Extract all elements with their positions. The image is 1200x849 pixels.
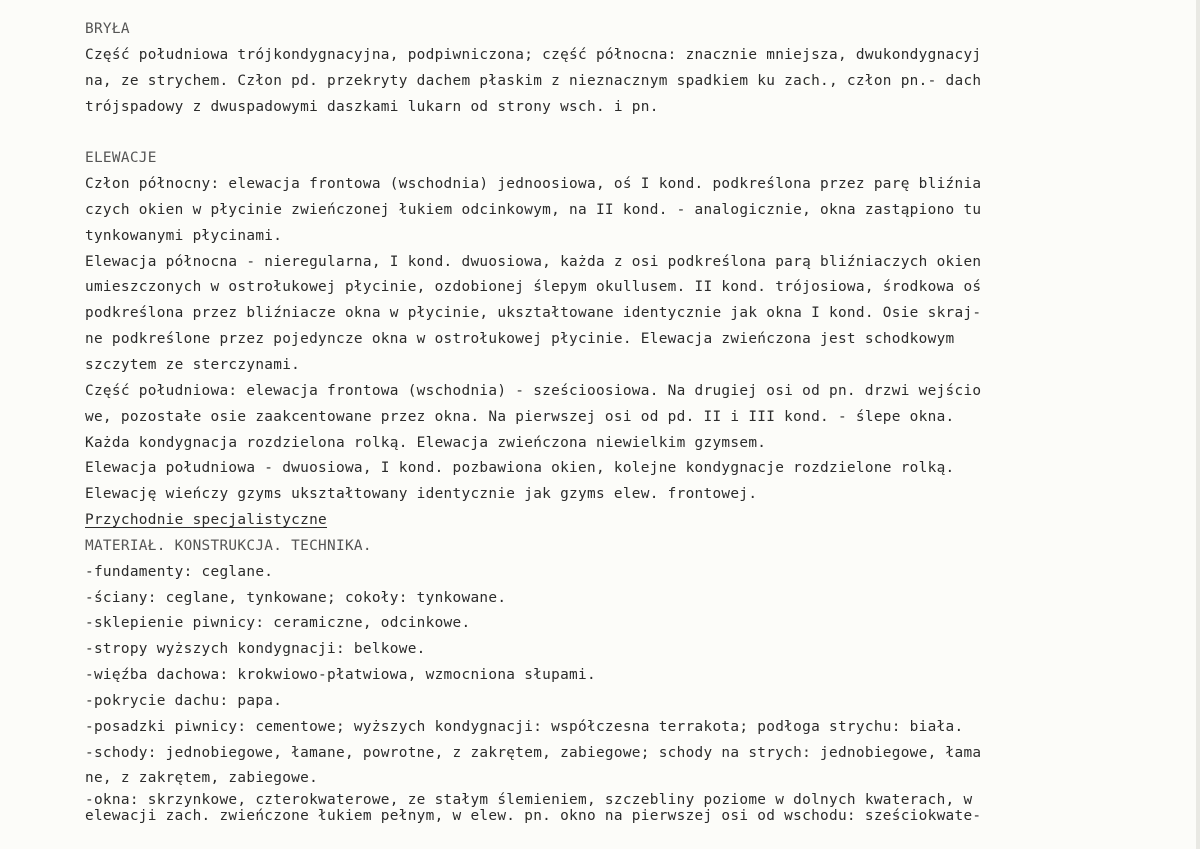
text-line: we, pozostałe osie zaakcentowane przez okna. Na pierwszej osi od pd. II i III kond. - ślepe okna. bbox=[85, 408, 955, 425]
text-line: trójspadowy z dwuspadowymi daszkami lukarn od strony wsch. i pn. bbox=[85, 98, 659, 115]
section-okna bbox=[85, 792, 1195, 824]
document-page bbox=[85, 17, 1195, 824]
text-line: -fundamenty: ceglane. bbox=[85, 563, 274, 580]
text-line: Część południowa trójkondygnacyjna, podpiwniczona; część północna: znacznie mniejsza, dwukondygnacyj bbox=[85, 46, 982, 63]
text-line: -sklepienie piwnicy: ceramiczne, odcinkowe. bbox=[85, 615, 471, 632]
section-heading: BRYŁA bbox=[85, 21, 130, 37]
text-line: ne, z zakrętem, zabiegowe. bbox=[85, 770, 319, 787]
text-line: Elewacja północna - nieregularna, I kond. dwuosiowa, każda z osi podkreślona parą bliźniaczych okien bbox=[85, 253, 982, 270]
text-line: tynkowanymi płycinami. bbox=[85, 227, 283, 244]
text-line: szczytem ze sterczynami. bbox=[85, 356, 301, 373]
paragraph-gap bbox=[85, 120, 1195, 146]
text-line: Elewację wieńczy gzyms ukształtowany identycznie jak gzyms elew. frontowej. bbox=[85, 486, 758, 503]
section-heading: MATERIAŁ. KONSTRUKCJA. TECHNIKA. bbox=[85, 537, 372, 554]
text-line: czych okien w płycinie zwieńczonej łukiem odcinkowym, na II kond. - analogicznie, okna zastąpiono tu bbox=[85, 201, 982, 218]
section-bryla bbox=[85, 17, 1195, 120]
section-elewacje bbox=[85, 146, 1195, 792]
text-line: umieszczonych w ostrołukowej płycinie, ozdobionej ślepym okullusem. II kond. trójosiowa, środkowa oś bbox=[85, 279, 982, 296]
text-line: Elewacja południowa - dwuosiowa, I kond. pozbawiona okien, kolejne kondygnacje rozdzielone rolką. bbox=[85, 460, 955, 477]
text-line: elewacji zach. zwieńczone łukiem pełnym, w elew. pn. okno na pierwszej osi od wschodu: sześciokwate- bbox=[85, 808, 982, 825]
text-line: -stropy wyższych kondygnacji: belkowe. bbox=[85, 641, 426, 658]
text-line: -schody: jednobiegowe, łamane, powrotne, z zakrętem, zabiegowe; schody na strych: jednobiegowe, łama bbox=[85, 744, 982, 761]
text-line: -okna: skrzynkowe, czterokwaterowe, ze stałym ślemieniem, szczebliny poziome w dolnych kwaterach, w bbox=[85, 792, 973, 809]
text-line: -pokrycie dachu: papa. bbox=[85, 692, 283, 709]
section-heading: ELEWACJE bbox=[85, 150, 157, 167]
text-line: -ściany: ceglane, tynkowane; cokoły: tynkowane. bbox=[85, 589, 507, 606]
section-heading-underlined: Przychodnie specjalistyczne bbox=[85, 512, 328, 529]
text-line: -posadzki piwnicy: cementowe; wyższych kondygnacji: współczesna terrakota; podłoga strychu: biała. bbox=[85, 718, 964, 735]
text-line: ne podkreślone przez pojedyncze okna w ostrołukowej płycinie. Elewacja zwieńczona jest schodkowym bbox=[85, 331, 955, 348]
text-line: -więźba dachowa: krokwiowo-płatwiowa, wzmocniona słupami. bbox=[85, 667, 596, 684]
text-line: Część południowa: elewacja frontowa (wschodnia) - sześcioosiowa. Na drugiej osi od pn. drzwi wejścio bbox=[85, 382, 982, 399]
text-line: Każda kondygnacja rozdzielona rolką. Elewacja zwieńczona niewielkim gzymsem. bbox=[85, 434, 767, 451]
text-line: na, ze strychem. Człon pd. przekryty dachem płaskim z nieznacznym spadkiem ku zach., człon pn.- dach bbox=[85, 72, 982, 89]
text-line: podkreślona przez bliźniacze okna w płycinie, ukształtowane identycznie jak okna I kond. Osie skraj- bbox=[85, 305, 982, 322]
text-line: Człon północny: elewacja frontowa (wschodnia) jednoosiowa, oś I kond. podkreślona przez parę bliźnia bbox=[85, 176, 982, 193]
